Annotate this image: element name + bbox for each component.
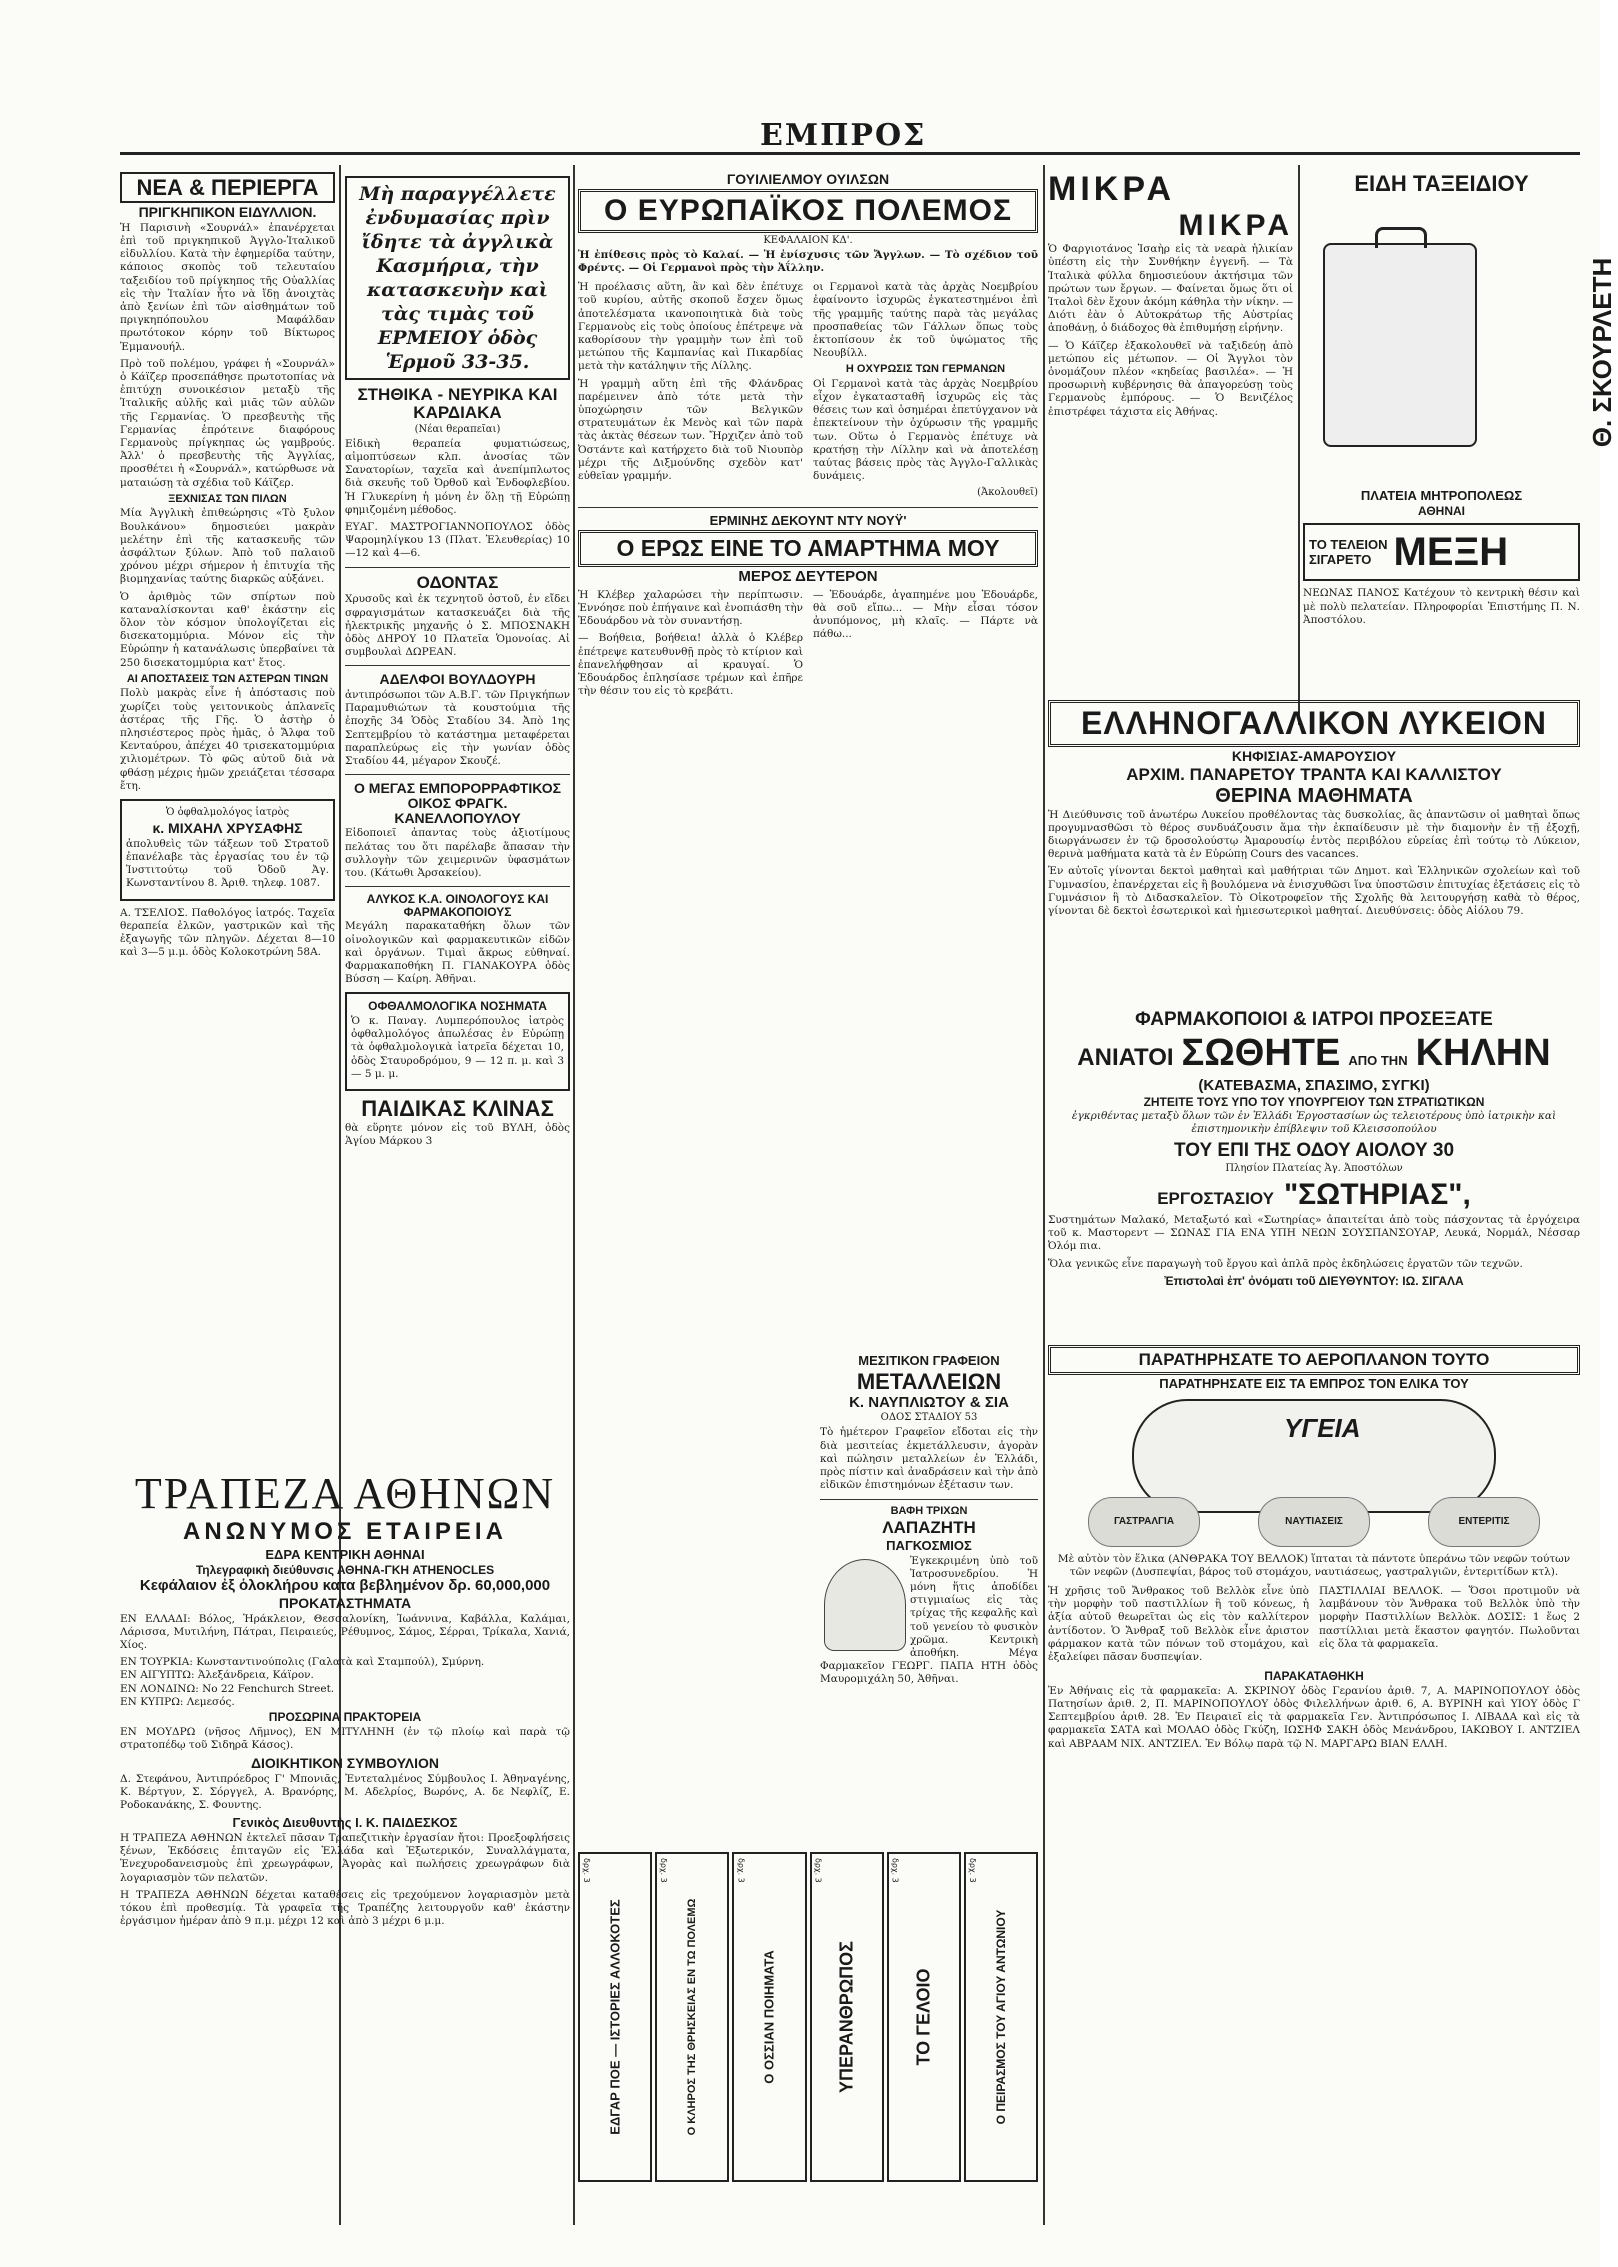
suitcase-illustration bbox=[1323, 243, 1477, 447]
bank-section-heading: ΠΡΟΚΑΤΑΣΤΗΜΑΤΑ bbox=[278, 1594, 412, 1611]
book-ad bbox=[655, 1852, 729, 2182]
ad-heading: ΟΦΘΑΛΜΟΛΟΓΙΚΑ ΝΟΣΗΜΑΤΑ bbox=[368, 999, 547, 1014]
ophthalmology-ad bbox=[345, 992, 570, 1091]
book-title: ΕΔΓΑΡ ΠΟΕ — ΙΣΤΟΡΙΕΣ ΑΛΛΟΚΟΤΕΣ bbox=[607, 1899, 623, 2135]
ad-caption: Μὲ αὐτὸν τὸν ἕλικα (ΑΝΘΡΑΚΑ ΤΟΥ ΒΕΛΛΟΚ) ἵπταται τὰ πάντοτε ὑπεράνω τῶν νεφῶν τούτων τῶν νεφῶν (Δυσπεψίαι, βάρος τοῦ στομάχου, ναυτιάσεως, γαστραλγιῶν, ἐντεριτίδων κτλ). bbox=[1057, 1552, 1571, 1578]
ad-factory-row bbox=[1048, 1177, 1580, 1213]
book-title: ΤΟ ΓΕΛΟΙΟ bbox=[913, 1968, 934, 2066]
divider bbox=[345, 665, 570, 666]
column-serials bbox=[578, 170, 1038, 1350]
bank-text: Η ΤΡΑΠΕΖΑ ΑΘΗΝΩΝ δέχεται καταθέσεις εἰς τρεχούμενον λογαριασμὸν μετὰ τόκου ἐπὶ προθεσμίᾳ. Τὰ γραφεῖα τῆς Τραπέζης λειτουργοῦν καθ' ἑκάστην ἐργάσιμον ἡμέραν ἀπὸ 9 π.μ. μέχρι 12 καὶ ἀπὸ 3 μέχρι 6 μ.μ. bbox=[120, 1888, 570, 1928]
article-text: Ἡ γραμμὴ αὕτη ἐπὶ τῆς Φλάνδρας παρέμεινεν ἀπὸ τότε μετὰ τὴν ὑποχώρησιν τῶν Βελγικῶν στρατευμάτων ἐκ Μενὸς καὶ τῶν παρὰ τὰς ἀκτὰς θέσεων των. Ἤρχιζεν ἀπὸ τοῦ Ὀστάντε καὶ κατήρχετο διὰ τοῦ Νιουπὸρ μέχρι τῆς Διξμούνδης σχεδὸν κατ' εὐθεῖαν γραμμήν. bbox=[578, 377, 803, 482]
ad-heading: ΕΛΛΗΝΟΓΑΛΛΙΚΟΝ ΛΥΚΕΙΟΝ bbox=[1048, 700, 1580, 747]
article-text: Ἡ Παρισινὴ «Σουρνάλ» ἐπανέρχεται ἐπὶ τοῦ πριγκηπικοῦ Ἀγγλο-Ἰταλικοῦ εἰδυλλίου. Κατὰ τὴν ἐφημερίδα ταύτην, κάποιος σκοπὸς τοῦ τελευταίου ταξειδίου τοῦ πρίγκηπος τῆς Οὐαλλίας εἰς τὴν Ἰταλίαν ἦτο νὰ ἴδῃ ἀνοιχτὰς ἀπὸ ξενίων ἐπὶ τῶν αἰσθημάτων τοῦ πριγκηπόπουλου Μαφάλδαν πρωτότοκον κόρην τοῦ Βίκτωρος Ἐμμανουήλ. bbox=[120, 221, 335, 353]
article-text: Οἱ Γερμανοὶ κατὰ τὰς ἀρχὰς Νοεμβρίου εἶχον ἐγκατασταθῆ ἰσχυρῶς εἰς τὰς θέσεις των καὶ ὁσημέραι ἐπετύγχανον νὰ ἐπεκτείνουν τὴν ὀχύρωσιν τῆς γραμμῆς των. Οὕτω ὁ Γερμανὸς ἐπέτυχε νὰ κρατήσῃ τὴν Λίλλην καὶ νὰ ἀποτελέσῃ ταύτας βάσεις πρὸς τὰς Ἀγγλο-Γαλλικὰς δυνάμεις. bbox=[813, 377, 1038, 483]
ad-heading: ΑΔΕΛΦΟΙ ΒΟΥΛΔΟΥΡΗ bbox=[379, 671, 536, 688]
ad-heading: ΤΟΥ ΕΠΙ ΤΗΣ ΟΔΟΥ ΑΙΟΛΟΥ 30 bbox=[1173, 1139, 1455, 1161]
serial-columns bbox=[578, 279, 1038, 501]
ad-text: ΣΙΓΑΡΕΤΟ bbox=[1309, 552, 1372, 568]
ad-heading: ΟΔΟΝΤΑΣ bbox=[416, 572, 499, 592]
bank-subtitle: ΑΝΩΝΥΜΟΣ ΕΤΑΙΡΕΙΑ bbox=[183, 1518, 507, 1545]
doctor-ad bbox=[120, 799, 335, 901]
ad-text: Ἡ χρῆσις τοῦ Ἄνθρακος τοῦ Βελλὸκ εἶνε ὑπὸ τὴν μορφὴν τοῦ παστιλλίων ἢ τοῦ κόνεως, ἡ ἀξία αὐτοῦ θεωρεῖται ὡς εἰς τὸν καλλίτερον ἀντίδοτον. Ὁ Ἄνθραξ τοῦ Βελλὸκ εἶνε ἀριστον φάρμακον κατὰ τῶν πόνων τοῦ στομάχου, καὶ ἐξαλείφει πᾶσαν δυσπεψίαν. bbox=[1048, 1585, 1309, 1664]
article-text: — Βοήθεια, βοήθεια! ἀλλὰ ὁ Κλέβερ ἐπέτρεψε κατευθυνθῇ πρὸς τὸ κτίριον καὶ ἐπανελήφθησαν αἱ κραυγαί. Ὁ Ἐδουάρδος ἐπλησίασε τρέμων καὶ ἐπῆρε τὴν θέσιν του εἰς τὸ κρεβάτι. bbox=[578, 632, 803, 698]
hernia-ad bbox=[1048, 1008, 1580, 1338]
ad-heading: ΑΝΙΑΤΟΙ bbox=[1077, 1043, 1174, 1071]
cigarette-ad bbox=[1303, 523, 1580, 581]
column-rule bbox=[573, 165, 575, 2225]
column-small-news bbox=[1048, 170, 1293, 700]
bank-hq: ΕΔΡΑ ΚΕΝΤΡΙΚΗ ΑΘΗΝΑΙ bbox=[265, 1547, 425, 1562]
book-title: Ο ΠΕΙΡΑΣΜΟΣ ΤΟΥ ΑΓΙΟΥ ΑΝΤΩΝΙΟΥ bbox=[993, 1909, 1008, 2125]
bank-telegraph: Τηλεγραφικὴ διεύθυνσις ΑΘΗΝΑ-ΓΚΗ ATHENOCLES bbox=[195, 1562, 495, 1577]
article-text: Ἡ προέλασις αὕτη, ἂν καὶ δὲν ἐπέτυχε τοῦ κυρίου, αὐτῆς σκοποῦ ἔσχεν ὅμως ἀποτελέσματα ικανοποιητικὰ διὰ τοὺς Γερμανοὺς εἰς τοὺς ὁποίους ἐπέτρεψε νὰ καθορίσουν τὴν γραμμὴν των ἐπὶ τοῦ μετώπου τῆς Καμπανίας καὶ Πικαρδίας μετὰ τὴν κατάληψιν τῆς Λίλλης. bbox=[578, 281, 803, 373]
bank-section-heading: ΠΡΟΣΩΡΙΝΑ ΠΡΑΚΤΟΡΕΙΑ bbox=[268, 1710, 422, 1725]
book-ad bbox=[887, 1852, 961, 2182]
ad-heading: ΠΑΡΑΤΗΡΗΣΑΤΕ ΤΟ ΑΕΡΟΠΛΑΝΟΝ ΤΟΥΤΟ bbox=[1048, 1345, 1580, 1375]
ad-text: Συστημάτων Μαλακό, Μεταξωτό καὶ «Σωτηρίας» ἀπαιτείται ἀπὸ τοὺς πάσχοντας τὰ ἐργόχειρα τοῦ κ. Μαστορεντ — ΣΩΝΑΣ ΓΙΑ ΕΝΑ ΥΠΗ ΝΕΩΝ ΣΟΥΣΠΑΝΣΟΥΑΡ, Λευκά, Νορμάλ, Νέσσαρ Ὀλόμ πια. bbox=[1048, 1214, 1580, 1253]
divider bbox=[820, 1499, 1038, 1500]
ad-heading: ΠΑΓΚΟΣΜΙΟΣ bbox=[886, 1537, 972, 1553]
ad-heading: Ο ΜΕΓΑΣ ΕΜΠΟΡΟΡΡΑΦΤΙΚΟΣ ΟΙΚΟΣ ΦΡΑΓΚ. ΚΑΝΕΛΛΟΠΟΥΛΟΥ bbox=[354, 780, 561, 826]
bank-text: Δ. Στεφάνου, Ἀντιπρόεδρος Γ' Μπονιᾶς, Ἐντεταλμένος Σύμβουλος Ι. Ἀθηναγένης, Κ. Βέρτγυν, Σ. Σόργγελ, Α. Βρανόρης, Μ. Αδελρίος, Βωρόνς, Α. δε Νεφλίζ, Ε. Ροδοκανάκης, Σ. Φουντης. bbox=[120, 1772, 570, 1812]
serial-title: Ο ΕΡΩΣ ΕΙΝΕ ΤΟ ΑΜΑΡΤΗΜΑ ΜΟΥ bbox=[578, 530, 1038, 567]
book-price: δρχ. 3 bbox=[890, 1858, 900, 1883]
ad-text: ΝΕΩΝΑΣ ΠΑΝΟΣ Κατέχουν τὸ κεντρικὴ θέσιν καὶ μὲ πολὺ πελατείαν. Πληροφορίαι Ἐπιστήμης Π. Ν. Ἀποστόλου. bbox=[1303, 587, 1580, 626]
cigarette-brand: ΜΕΞΗ bbox=[1393, 530, 1509, 575]
ad-text: Χρυσοῦς καὶ ἐκ τεχνητοῦ ὀστοῦ, ἐν εἴδει σφραγισμάτων κατασκευάζει διὰ τῆς ἠλεκτρικῆς μηχανῆς ὁ Σ. ΜΠΟΣΝΑΚΗ ὁδὸς ΔΗΡΟΥ 10 Πλατεῖα Ὁμονοίας. Αἱ συμβουλαὶ ΔΩΡΕΑΝ. bbox=[345, 593, 570, 659]
article-text: οι Γερμανοὶ κατὰ τὰς ἀρχὰς Νοεμβρίου ἐφαίνοντο ἰσχυρῶς ἐγκατεστημένοι ἐπὶ τῆς γραμμῆς ταύτης παρὰ τὰς μεγάλας προσπαθείας τῶν Γάλλων ὅπως τοὺς ἐκτοπίσουν ἐκ τοῦ ὑψώματος τῆς Νεουβίλλ. bbox=[813, 281, 1038, 360]
serial-title: Ο ΕΥΡΩΠΑΪΚΟΣ ΠΟΛΕΜΟΣ bbox=[578, 189, 1038, 233]
bank-director: Γενικὸς Διευθυντὴς Ι. Κ. ΠΑΙΔΕΣΚΟΣ bbox=[232, 1815, 458, 1831]
ad-text: ΕΥΑΓ. ΜΑΣΤΡΟΓΙΑΝΝΟΠΟΥΛΟΣ ὁδὸς Ψαρομηλίγκου 13 (Πλατ. Ἐλευθερίας) 10—12 καὶ 4—6. bbox=[345, 520, 570, 560]
ad-heading: ΣΩΘΗΤΕ bbox=[1181, 1031, 1341, 1074]
serial-column bbox=[813, 279, 1038, 501]
cloud-label: ΓΑΣΤΡΑΛΓΙΑ bbox=[1088, 1497, 1200, 1547]
ad-subheading: (Νέαι θεραπεῖαι) bbox=[414, 423, 501, 435]
article-subheading: ΠΡΙΓΚΗΠΙΚΟΝ ΕΙΔΥΛΛΙΟΝ. bbox=[138, 204, 317, 221]
book-price: δρχ. 3 bbox=[813, 1858, 823, 1883]
article-text: Μία Ἀγγλικὴ ἐπιθεώρησις «Τὸ ξυλον Βουλκάνου» δημοσιεύει μακρὰν μελέτην ἐπὶ τῆς κατασκευῆς τῶν ἀσφάλτων ξύλων. Ἀπὸ τοῦ παλαιοῦ χρόνου μέχρι σήμερον ἡ ἐπιτυχία τῆς βιομηχανίας ταύτης διαρκῶς αὐξάνει. bbox=[120, 507, 335, 586]
clouds-row bbox=[1048, 1491, 1580, 1551]
bank-text: ΕΝ ΚΥΠΡΩ: Λεμεσός. bbox=[120, 1695, 235, 1708]
bank-title: ΤΡΑΠΕΖΑ ΑΘΗΝΩΝ bbox=[134, 1469, 556, 1518]
ad-address: ΑΘΗΝΑΙ bbox=[1417, 503, 1465, 518]
airplane-brand: ΥΓΕΙΑ bbox=[1284, 1412, 1361, 1443]
ad-text: θὰ εὕρητε μόνον εἰς τοῦ ΒΥΛΗ, ὁδὸς Ἁγίου Μάρκου 3 bbox=[345, 1122, 570, 1148]
article-subheading: ΑΙ ΑΠΟΣΤΑΣΕΙΣ ΤΩΝ ΑΣΤΕΡΩΝ ΤΙΝΩΝ bbox=[126, 672, 329, 685]
divider bbox=[345, 567, 570, 568]
ad-heading: ΑΛΥΚΟΣ Κ.Α. ΟΙΝΟΛΟΓΟΥΣ ΚΑΙ ΦΑΡΜΑΚΟΠΟΙΟΥΣ bbox=[366, 892, 549, 919]
ad-heading: ΕΡΓΟΣΤΑΣΙΟΥ bbox=[1157, 1188, 1274, 1208]
bank-text: ΕΝ ΕΛΛΑΔΙ: Βόλος, Ἡράκλειον, Θεσσαλονίκη, Ἰωάννινα, Καβάλλα, Καλάμαι, Λάρισσα, Μυτιλήνη, Πάτραι, Πειραιεύς, Ρέθυμνος, Σάμος, Σέρραι, Τρίκαλα, Χανιά, Χίος. bbox=[120, 1612, 570, 1652]
ad-heading: κ. ΜΙΧΑΗΛ ΧΡΥΣΑΦΗΣ bbox=[152, 820, 303, 836]
serial-column bbox=[578, 279, 803, 501]
book-ad bbox=[810, 1852, 884, 2182]
ad-heading: ΕΙΔΗ ΤΑΞΕΙΔΙΟΥ bbox=[1354, 171, 1529, 196]
book-title: Ο ΚΛΗΡΟΣ ΤΗΣ ΘΡΗΣΚΕΙΑΣ ΕΝ ΤΩ ΠΟΛΕΜΩ bbox=[686, 1898, 699, 2136]
news-heading: ΝΕΑ & ΠΕΡΙΕΡΓΑ bbox=[120, 172, 335, 203]
article-text: Πολὺ μακρὰς εἶνε ἡ ἀπόστασις ποὺ χωρίζει τοὺς γειτονικοὺς ἀπλανεῖς ἀστέρας τῆς Γῆς. Ὁ ἀστὴρ ὁ πλησιέστερος πρὸς ἡμᾶς, ὁ Ἄλφα τοῦ Κενταύρου, ἀπέχει 40 τρισεκατομμύρια χιλιομέτρων. Τὸ φῶς αὐτοῦ διὰ νὰ φθάσῃ μέχρις ἡμῶν χρειάζεται τέσσαρα ἔτη. bbox=[120, 687, 335, 792]
ad-heading: ΛΑΠΑΖΗΤΗ bbox=[882, 1518, 976, 1538]
article-subheading: Η ΟΧΥΡΩΣΙΣ ΤΩΝ ΓΕΡΜΑΝΩΝ bbox=[845, 363, 1006, 376]
bank-text: ΕΝ ΛΟΝΔΙΝΩ: No 22 Fenchurch Street. bbox=[120, 1682, 335, 1695]
divider bbox=[345, 886, 570, 887]
column-rule bbox=[1298, 165, 1300, 725]
ad-text: Ἐν Ἀθήναις εἰς τὰ φαρμακεῖα: Α. ΣΚΡΙΝΟΥ ὁδὸς Γερανίου ἀριθ. 7, Α. ΜΑΡΙΝΟΠΟΥΛΟΥ ὁδὸς Πατησίων ἀριθ. 2, Π. ΜΑΡΙΝΟΠΟΥΛΟΥ ὁδὸς Φιλελλήνων ἀριθ. 6, Α. ΒΥΡΙΝΗ καὶ ΥΙΟΥ ὁδὸς Γ Σεπτεμβρίου ἀριθ. 28. Ἐν Πειραιεῖ εἰς τὰ φαρμακεῖα Γεν. Ἀντιπρόσωπος Ι. ΛΙΒΑΔΑ καὶ εἰς τὰ φαρμακεῖα ΣΑΤΑ καὶ ΜΟΛΑΟ ὁδὸς Γκύζη, ΙΩΣΗΦ ΣΑΚΗ ὁδὸς Μενάνδρου, ΙΑΚΩΒΟΥ Ι. ΑΝΤΖΙΕΛ καὶ ΑΒΡΑΑΜ ΝΙΧ. ΑΝΤΖΙΕΛ. Ἐν Βόλῳ παρὰ τῷ Ν. ΜΑΡΓΑΡΩ ΒΙΑΝ ΕΛΛΗ. bbox=[1048, 1684, 1580, 1750]
ad-subheading: (ΚΑΤΕΒΑΣΜΑ, ΣΠΑΣΙΜΟ, ΣΥΓΚΙ) bbox=[1198, 1076, 1430, 1094]
ad-text: Ἐγκεκριμένη ὑπὸ τοῦ Ἰατροσυνεδρίου. Ἡ μόνη ἥτις ἀποδίδει στιγμιαίως εἰς τὰς τρίχας τῆς κεφαλῆς καὶ τοῦ γενείου τὸ φυσικὸν χρῶμα. Κεντρικὴ ἀποθήκη. Μέγα Φαρμακεῖον ΓΕΩΡΓ. ΠΑΠΑ ΗΤΗ ὁδὸς Μαυρομιχάλη 50, Ἀθῆναι. bbox=[820, 1554, 1038, 1686]
book-price: δρχ. 3 bbox=[582, 1858, 591, 1883]
ad-heading: ΑΠΟ ΤΗΝ bbox=[1348, 1052, 1408, 1068]
serial-part: ΜΕΡΟΣ ΔΕΥΤΕΡΟΝ bbox=[738, 568, 878, 586]
book-title: ΥΠΕΡΑΝΘΡΩΠΟΣ bbox=[836, 1941, 857, 2093]
ad-heading: Κ. ΝΑΥΠΛΙΩΤΟΥ & ΣΙΑ bbox=[849, 1393, 1009, 1411]
book-ads-row bbox=[578, 1852, 1038, 2182]
masthead bbox=[120, 118, 1580, 155]
bank-capital: Κεφάλαιον ἐξ ὁλοκλήρου κατα βεβλημένον δρ. 60,000,000 bbox=[139, 1577, 551, 1595]
ad-text: ΠΑΣΤΙΛΛΙΑΙ ΒΕΛΛΟΚ. — Ὅσοι προτιμοῦν νὰ λαμβάνουν τὸν Ἄνθρακα τοῦ Βελλὸκ ὑπὸ τὴν μορφὴν Παστιλλίων Βελλὸκ. ΔΟΣΙΣ: 1 ἕως 2 παστίλλιαι μετὰ ἕκαστον φαγητόν. Πωλοῦνται εἰς ὅλα τὰ φαρμακεῖα. bbox=[1319, 1585, 1580, 1650]
book-ad bbox=[732, 1852, 806, 2182]
serial-lead: Ἡ ἐπίθεσις πρὸς τὸ Καλαί. — Ἡ ἐνίσχυσις τῶν Ἄγγλων. — Τὸ σχέδιον τοῦ Φρέντς. — Οἱ Γερμανοὶ πρὸς τὴν Ἀΐλλην. bbox=[578, 248, 1038, 274]
article-text: Πρὸ τοῦ πολέμου, γράφει ἡ «Σουρνάλ» ὁ Κάϊζερ προσεπάθησε πρωτοτοπίας νὰ ἐπιτύχῃ συνοικέσιον μεταξὺ τῆς Ἰταλικῆς αὐλῆς καὶ μιᾶς τῶν αὐλῶν τῆς Γερμανίας. Ὁ πρεσβευτὴς τῆς Γερμανίας ἐπρότεινε διαφόρους Γερμανοὺς πρίγκηπας ὡς γαμβρούς. Ἀλλ' ὁ πρεσβευτὴς τῆς Ἀγγλίας, προσθέτει ἡ «Σουρνάλ», κατώρθωσε νὰ ματαιώσῃ τὰ σχέδια τοῦ Κάϊζερ. bbox=[120, 357, 335, 489]
lycee-ad bbox=[1048, 700, 1580, 1000]
ad-text: ἀντιπρόσωποι τῶν Α.Β.Γ. τῶν Πριγκήπων Παραμυθιώτων τὰ κουστούμια τῆς ἐποχῆς 34 Ὁδὸς Σταδίου 34. Ἀπὸ 1ης Σεπτεμβρίου τὸ κατάστημα μεταφέρεται παραπλεύρως εἰς τὴν γωνίαν ὁδὸς Σταδίου 44, μέγαρον Σκουζέ. bbox=[345, 689, 570, 768]
ad-heading: ΠΑΙΔΙΚΑΣ ΚΛΙΝΑΣ bbox=[361, 1095, 554, 1121]
book-ad bbox=[964, 1852, 1038, 2182]
newspaper-name: ΕΜΠΡΟΣ bbox=[760, 118, 927, 153]
bank-section-heading: ΔΙΟΙΚΗΤΙΚΟΝ ΣΥΜΒΟΥΛΙΟΝ bbox=[250, 1755, 440, 1772]
mining-and-dye-ads bbox=[820, 1352, 1038, 1842]
ad-subheading: ΘΕΡΙΝΑ ΜΑΘΗΜΑΤΑ bbox=[1215, 784, 1413, 807]
column-rule bbox=[1043, 165, 1045, 2225]
bank-of-athens-ad bbox=[120, 1470, 570, 2230]
ad-text: Ὁ ὀφθαλμολόγος ἰατρὸς bbox=[165, 807, 290, 818]
serial-chapter: ΚΕΦΑΛΑΙΟΝ ΚΔ'. bbox=[763, 234, 853, 246]
article-text: — Ὁ Κάϊζερ ἐξακολουθεῖ νὰ ταξιδεύῃ ἀπὸ μετώπου εἰς μέτωπον. — Οἱ Ἄγγλοι τὸν ὀνομάζουν πλέον «κηδείας βασιλέα». — Ἡ προσωρινὴ κυβέρνησις θὰ ἀπαγορεύσῃ τοὺς Γερμανοὺς ἐμπόρους. — Ὁ Βενιζέλος ἐπιστρέφει τάχιστα εἰς Ἀθήνας. bbox=[1048, 339, 1293, 418]
ad-heading: ΦΑΡΜΑΚΟΠΟΙΟΙ & ΙΑΤΡΟΙ ΠΡΟΣΕΞΑΤΕ bbox=[1135, 1009, 1493, 1030]
article-text: Ὁ Φαργιοτάνος Ἰσαὴρ εἰς τὰ νεαρὰ ἡλικίαν ὑπέστη εἰς τὴν Συνθήκην ἐγγενῆ. — Τὰ Ἰταλικὰ φύλλα δημοσιεύουν ἀκτήσιμα τῶν πρώτων των ἔργων. — Φαίνεται ὅμως ὅτι οἱ Ἰταλοὶ δὲν ἔχουν ἀκόμη κάθηλα τὴν νίκην. — Διότι ἐὰν ὁ Αὐτοκράτωρ τῆς Αὐστρίας ἀποθάνῃ, ὁ διάδοχος θὰ ἐπιθυμήσῃ εἰρήνην. bbox=[1048, 243, 1293, 335]
divider bbox=[345, 774, 570, 775]
serial-column bbox=[813, 587, 1038, 703]
small-news-heading: ΜΙΚΡΑ bbox=[1178, 208, 1293, 242]
ad-text: Τὸ ἡμέτερον Γραφεῖον εἴδοται εἰς τὴν διὰ μεσιτείας ἐκμετάλλευσιν, ἀγορὰν καὶ πώλησιν μεταλλείων ἐν Ἑλλάδι, πρὸς πίστιν καὶ ἀναδράσειν καὶ τὴν ἀπὸ εἰδικῶν ἐπιστημόνων ἐξέτασιν των. bbox=[820, 1426, 1038, 1492]
book-price: δρχ. 3 bbox=[736, 1858, 746, 1883]
serial-columns bbox=[578, 587, 1038, 703]
ad-address: ΠΛΑΤΕΙΑ ΜΗΤΡΟΠΟΛΕΩΣ bbox=[1360, 488, 1523, 504]
ad-text: Ὅλα γενικῶς εἶνε παραγωγὴ τοῦ ἔργου καὶ ἁπλᾶ πρὸς ἐκδηλώσεις ἐργατῶν τῶν τεχνῶν. bbox=[1048, 1257, 1523, 1270]
serial-author: ΓΟΥΙΛΙΕΛΜΟΥ ΟΥΙΛΣΩΝ bbox=[726, 171, 890, 187]
ad-text: ἐγκριθέντας μεταξὺ ὅλων τῶν ἐν Ἑλλάδι Ἐργοστασίων ὡς τελειοτέρους ὑπὸ ἰατρικὴν καὶ ἐπιστημονικὴν ἐπίβλεψιν τοῦ Κλεισσοπούλου bbox=[1071, 1110, 1557, 1136]
ad-text: Ἡ Διεύθυνσις τοῦ ἀνωτέρω Λυκείου προθέλοντας τὰς δυσκολίας, ἃς ἀπαντῶσιν οἱ μαθηταὶ ὅπως προγυμνασθῶσι τὸ θέρος συνδυάζουσιν ἅμα τὴν ἐκπαίδευσιν μὲ τὴν διαμονὴν ἐν τῇ ἐξοχῇ, διωργάνωσεν ἐν τῷ δροσολούστῳ Ἀμαρουσίῳ ἐντὸς περιβόλου εὐρείας ἐπὶ τούτῳ τὸ Λύκειον, θερινὰ μαθήματα κατὰ τὰ ἐν Εὐρώπῃ Cours des vacances. bbox=[1048, 808, 1580, 861]
ad-headline-row bbox=[1048, 1032, 1580, 1076]
cloud-label: ΕΝΤΕΡΙΤΙΣ bbox=[1428, 1497, 1540, 1547]
ad-text: Μεγάλη παρακαταθήκη ὅλων τῶν οἰνολογικῶν καὶ φαρμακευτικῶν εἰδῶν καὶ ὀργάνων. Τιμαὶ ἄκρως εὐθηναί. Φαρμακαποθήκη Π. ΓΙΑΝΑΚΟΥΡΑ ὁδὸς Βύσση — Καίρη. Ἀθῆναι. bbox=[345, 920, 570, 986]
ad-text: Πλησίον Πλατείας Ἀγ. Ἀποστόλων bbox=[1225, 1162, 1403, 1174]
belloc-column bbox=[1319, 1583, 1580, 1668]
column-news bbox=[120, 170, 335, 1460]
belloc-columns bbox=[1048, 1583, 1580, 1668]
suitcase-ad bbox=[1303, 197, 1618, 487]
bank-text: ΕΝ ΑΙΓΥΠΤΩ: Ἀλεξάνδρεια, Κάϊρον. bbox=[120, 1669, 314, 1682]
ad-text: Α. ΤΣΕΛΙΟΣ. Παθολόγος ἰατρός. Ταχεῖα θεραπεία ἑλκῶν, γαστρικῶν καὶ τῆς ἐξαγωγῆς τῶν πληγῶν. Δέχεται 8—10 καὶ 3—5 μ.μ. ὁδὸς Κολοκοτρώνη 58Α. bbox=[120, 906, 335, 959]
column-ads bbox=[345, 170, 570, 1460]
ad-subheading: ΑΡΧΙΜ. ΠΑΝΑΡΕΤΟΥ ΤΡΑΝΤΑ ΚΑΙ ΚΑΛΛΙΣΤΟΥ bbox=[1126, 764, 1502, 784]
ad-text: Εἰδικὴ θεραπεία φυματιώσεως, αἱμοπτύσεων κλπ. ἀνοσίας τῶν Σανατορίων, ταχεῖα καὶ ἀνεπίμπλωτος διὰ σκευῆς τοῦ Ὀρθοῦ καὶ Ἐνδοφλεβίου. Ἡ Γλυκερίνη ἡ μόνη ἐν ὅλῃ τῇ Εὐρώπῃ φημιζομένη μέθοδος. bbox=[345, 437, 570, 516]
ad-heading: "ΣΩΤΗΡΙΑΣ", bbox=[1283, 1177, 1471, 1211]
ad-heading: ΜΕΣΙΤΙΚΟΝ ΓΡΑΦΕΙΟΝ bbox=[858, 1353, 1000, 1368]
ad-text: ΖΗΤΕΙΤΕ ΤΟΥΣ ΥΠΟ ΤΟΥ ΥΠΟΥΡΓΕΙΟΥ ΤΩΝ ΣΤΡΑΤΙΩΤΙΚΩΝ bbox=[1143, 1094, 1485, 1109]
ad-address: ΟΔΟΣ ΣΤΑΔΙΟΥ 53 bbox=[880, 1412, 978, 1424]
article-text: — Ἐδουάρδε, ἀγαπημένε μου Ἐδουάρδε, θὰ σοῦ εἴπω... — Μὴν εἶσαι τόσον ἀνυπόμονος, μὴ κλαῖς. — Πάρτε νὰ πάθω... bbox=[813, 588, 1038, 641]
ad-text: Εἰδοποιεῖ ἀπαντας τοὺς ἀξιοτίμους πελάτας του ὅτι παρέλαβε ἅπασαν τὴν συλλογὴν τῶν χειμερινῶν ὑφασμάτων του. (Κάτωθι Ἀρσακείου). bbox=[345, 827, 570, 879]
bank-text: ΕΝ ΜΟΥΔΡΩ (νῆσος Λῆμνος), ΕΝ ΜΙΤΥΛΗΝΗ (ἐν τῷ πλοίῳ καὶ παρὰ τῷ στρατοπέδῳ τοῦ Σιδηρᾶ Κάσος). bbox=[120, 1725, 570, 1751]
article-text: Ἡ Κλέβερ χαλαρώσει τὴν περίπτωσιν. Ἐννόησε ποὺ ἐπήγαινε καὶ ἐνοπιάσθη τὴν Ἐδουάρδου νὰ τὸν συναντήσῃ. bbox=[578, 588, 803, 628]
book-title: Ο ΟΣΣΙΑΝ ΠΟΙΗΜΑΤΑ bbox=[761, 1950, 777, 2084]
ermeion-ad: Μὴ παραγγέλλετε ἐνδυμασίας πρὶν ἴδητε τὰ ἀγγλικὰ Κασμήρια, τὴν κατασκευὴν καὶ τὰς τιμὰς τοῦ ΕΡΜΕΙΟΥ ὁδὸς Ἑρμοῦ 33-35. bbox=[345, 176, 570, 380]
ad-heading: ΚΗΛΗΝ bbox=[1415, 1031, 1551, 1074]
ad-heading: ΜΕΤΑΛΛΕΙΩΝ bbox=[856, 1368, 1002, 1394]
bank-text: ΕΝ ΤΟΥΡΚΙΑ: Κωνσταντινούπολις (Γαλατὰ καὶ Σταμπούλ), Σμύρνη. bbox=[120, 1656, 485, 1669]
small-news-heading: ΜΙΚΡΑ bbox=[1048, 170, 1176, 208]
ad-text: ἀπολυθεὶς τῶν τάξεων τοῦ Στρατοῦ ἐπανέλαβε τὰς ἐργασίας του ἐν τῷ Ἰνστιτούτῳ τοῦ Ὀδοῦ Ἀγ. Κωνσταντίνου 8. Ἀριθ. τηλεφ. 1087. bbox=[126, 837, 329, 890]
woman-portrait-illustration bbox=[824, 1559, 906, 1651]
ad-heading: ΒΑΦΗ ΤΡΙΧΩΝ bbox=[890, 1504, 968, 1517]
ad-subheading: ΠΑΡΑΚΑΤΑΘΗΚΗ bbox=[1264, 1669, 1364, 1684]
ad-heading: ΣΤΗΘΙΚΑ - ΝΕΥΡΙΚΑ ΚΑΙ ΚΑΡΔΙΑΚΑ bbox=[357, 385, 558, 422]
ad-subheading: ΠΑΡΑΤΗΡΗΣΑΤΕ ΕΙΣ ΤΑ ΕΜΠΡΟΣ ΤΟΝ ΕΛΙΚΑ ΤΟΥ bbox=[1159, 1376, 1469, 1391]
cloud-label: ΝΑΥΤΙΑΣΕΙΣ bbox=[1258, 1497, 1370, 1547]
book-price: δρχ. 3 bbox=[967, 1858, 977, 1883]
serial-author: ΕΡΜΙΝΗΣ ΔΕΚΟΥΝΤ ΝΤΥ ΝΟΥΫ' bbox=[709, 513, 907, 529]
ad-text: ΤΟ ΤΕΛΕΙΟΝ bbox=[1309, 536, 1388, 552]
cigarette-text bbox=[1309, 536, 1388, 569]
article-text: Ὁ ἀριθμὸς τῶν σπίρτων ποὺ καταναλίσκονται καθ' ἑκάστην εἰς ὅλον τὸν κόσμον ὑπολογίζεται εἰς δισεκατομμύρια. Μόνον εἰς τὴν Εὐρώπην ἡ κατανάλωσις ὑπερβαίνει τὰ 250 δισεκατομμύρια κατ' ἔτος. bbox=[120, 590, 335, 669]
ad-signature: Ἐπιστολαὶ ἐπ' ὀνόματι τοῦ ΔΙΕΥΘΥΝΤΟΥ: ΙΩ. ΣΙΓΑΛΑ bbox=[1164, 1273, 1464, 1288]
column-travel-ad bbox=[1303, 170, 1618, 690]
ad-subheading: ΚΗΦΙΣΙΑΣ-ΑΜΑΡΟΥΣΙΟΥ bbox=[1231, 748, 1397, 764]
book-price: δρχ. 3 bbox=[659, 1858, 669, 1883]
article-subheading: ΞΕΧΝΙΣΑΣ ΤΩΝ ΠΙΛΩΝ bbox=[168, 492, 287, 505]
book-ad bbox=[578, 1852, 652, 2182]
ad-name: Θ. ΣΚΟΥΡΛΕΤΗ bbox=[1587, 257, 1618, 448]
serial-column bbox=[578, 587, 803, 703]
divider bbox=[578, 507, 1038, 508]
continued-note: (Ἀκολουθεῖ) bbox=[977, 487, 1038, 499]
bank-text: Η ΤΡΑΠΕΖΑ ΑΘΗΝΩΝ ἐκτελεῖ πᾶσαν Τραπεζιτικὴν ἐργασίαν ἤτοι: Προεξοφλήσεις ξένων, Ἐκδόσεις ἐπιταγῶν εἰς Ἑλλάδα καὶ Ἐξωτερικόν, Συναλλάγματα, Ἐνεχυροδανεισμοὺς ἐπὶ χρεωγράφων, Ἀγορὰς καὶ πωλήσεις χρεωγράφων διὰ λογαριασμὸν τῶν πελατῶν. bbox=[120, 1832, 570, 1884]
ad-text: Ὁ κ. Παναγ. Λυμπερόπουλος ἰατρὸς ὀφθαλμολόγος ἀπωλέσας ἐν Εὐρώπῃ τὰ ὀφθαλμολογικὰ ἰατρεῖα δέχεται 10, ὁδὸς Σταυροδρόμου, 9 — 12 π. μ. καὶ 3 — 5 μ. μ. bbox=[351, 1014, 564, 1080]
belloc-charcoal-ad bbox=[1048, 1345, 1580, 2185]
belloc-column bbox=[1048, 1583, 1309, 1668]
ad-text: Ἐν αὐτοῖς γίνονται δεκτοὶ μαθηταὶ καὶ μαθήτριαι τῶν Δημοτ. καὶ Ἑλληνικῶν σχολείων καὶ τοῦ Γυμνασίου, ἐπανέρχεται εἰς ἢ βουλόμενα νὰ ἐνισχυθῶσι ἵνα ὑποστῶσιν ἐπιτυχίας ἐξετάσεις εἰς τὸ Γυμνάσιον ἢ τὸ Διδασκαλεῖον. Τὸ Οἰκοτροφεῖον τῆς Σχολῆς θὰ λειτουργήσῃ καθὰ τὸ θέρος, γίνονται δὲ δεκτοὶ ἐσωτερικοὶ καὶ ἡμιεσωτερικοὶ μαθηταί. Διευθύνσεις: ὁδὸς Αἰόλου 79. bbox=[1048, 865, 1580, 917]
